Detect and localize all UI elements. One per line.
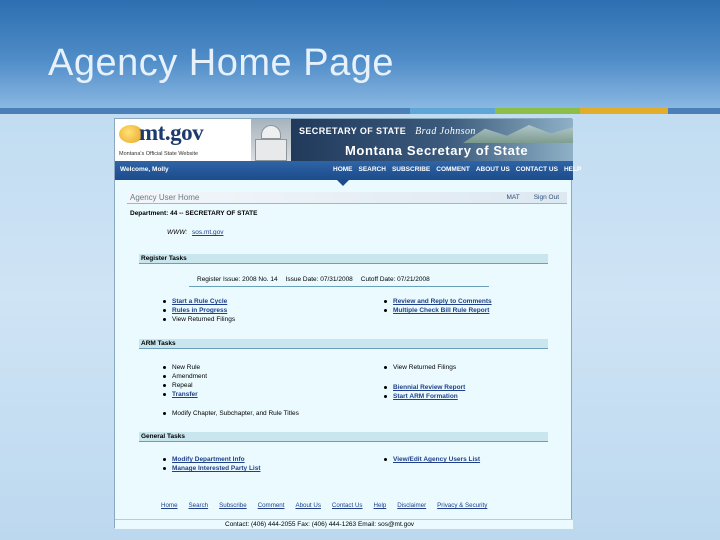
footer-home[interactable]: Home xyxy=(161,502,178,509)
mt-gov-logo[interactable] xyxy=(115,119,245,161)
contact-bar xyxy=(115,519,573,529)
footer-links xyxy=(161,502,487,509)
biennial-review-report-link[interactable]: Biennial Review Report xyxy=(384,384,465,391)
nav-comment[interactable]: COMMENT xyxy=(436,166,470,173)
sos-title: SECRETARY OF STATE xyxy=(299,126,407,136)
footer-about-us[interactable]: About Us xyxy=(295,502,321,509)
nav-help[interactable]: HELP xyxy=(563,166,582,173)
agency-home-screenshot xyxy=(114,118,582,528)
new-rule-item: New Rule xyxy=(163,364,200,371)
divider xyxy=(189,286,489,287)
agency-title-bar xyxy=(127,192,567,204)
issue-date: Issue Date: 07/31/2008 xyxy=(285,276,353,283)
agency-links xyxy=(506,194,559,201)
register-issue: Register Issue: 2008 No. 14 xyxy=(197,276,278,283)
slide-header xyxy=(0,0,720,108)
mountains-image xyxy=(463,119,573,143)
arm-tasks-header: ARM Tasks xyxy=(139,339,548,349)
footer-disclaimer[interactable]: Disclaimer xyxy=(397,502,427,509)
slide-title: Agency Home Page xyxy=(48,42,394,84)
www-link[interactable]: sos.mt.gov xyxy=(192,229,224,236)
accent-bar xyxy=(580,108,668,114)
accent-bar xyxy=(668,108,720,114)
footer-search[interactable]: Search xyxy=(188,502,209,509)
arm-view-returned-filings-item: View Returned Filings xyxy=(384,364,456,371)
cutoff-date: Cutoff Date: 07/21/2008 xyxy=(360,276,430,283)
nav-home[interactable]: HOME xyxy=(333,166,353,173)
sos-heading xyxy=(299,126,476,137)
capitol-image xyxy=(251,119,291,161)
capitol-body xyxy=(255,139,287,161)
register-info xyxy=(197,276,467,283)
nav-pointer-icon xyxy=(337,180,349,186)
review-reply-comments-link[interactable]: Review and Reply to Comments xyxy=(384,298,492,305)
check-bill-rule-report-link[interactable]: Multiple Check Bill Rule Report xyxy=(384,307,489,314)
nav-contact-us[interactable]: CONTACT US xyxy=(515,166,558,173)
footer-contact-us[interactable]: Contact Us xyxy=(331,502,363,509)
welcome-text: Welcome, Molly xyxy=(120,166,169,173)
sign-out-link[interactable]: Sign Out xyxy=(533,194,559,201)
start-arm-formation-link[interactable]: Start ARM Formation xyxy=(384,393,458,400)
footer-help[interactable]: Help xyxy=(373,502,387,509)
manage-interested-party-list-link[interactable]: Manage Interested Party List xyxy=(163,465,261,472)
capitol-dome xyxy=(261,125,281,139)
accent-bar xyxy=(410,108,495,114)
general-tasks-header: General Tasks xyxy=(139,432,548,442)
start-rule-cycle-link[interactable]: Start a Rule Cycle xyxy=(163,298,227,305)
www-row xyxy=(167,229,223,236)
logo-tagline: Montana's Official State Website xyxy=(119,151,199,157)
nav-search[interactable]: SEARCH xyxy=(358,166,386,173)
nav-subscribe[interactable]: SUBSCRIBE xyxy=(391,166,431,173)
view-edit-agency-users-link[interactable]: View/Edit Agency Users List xyxy=(384,456,480,463)
nav-links xyxy=(333,166,581,173)
rules-in-progress-link[interactable]: Rules in Progress xyxy=(163,307,227,314)
sos-signature: Brad Johnson xyxy=(415,126,476,137)
www-label: WWW: xyxy=(167,229,188,236)
mat-link[interactable]: MAT xyxy=(506,194,520,201)
accent-bar xyxy=(495,108,580,114)
page-title: Agency User Home xyxy=(130,193,200,202)
contact-info: Contact: (406) 444-2055 Fax: (406) 444-1263 Email: sos@mt.gov xyxy=(225,521,415,528)
amendment-item: Amendment xyxy=(163,373,207,380)
transfer-link[interactable]: Transfer xyxy=(163,391,198,398)
footer-subscribe[interactable]: Subscribe xyxy=(219,502,247,509)
footer-comment[interactable]: Comment xyxy=(257,502,285,509)
modify-department-info-link[interactable]: Modify Department Info xyxy=(163,456,245,463)
accent-bar xyxy=(0,108,410,114)
modify-titles-item: Modify Chapter, Subchapter, and Rule Titles xyxy=(163,410,299,417)
department-label: Department: 44 -- SECRETARY OF STATE xyxy=(130,210,258,217)
sos-subtitle: Montana Secretary of State xyxy=(345,143,529,158)
view-returned-filings-item: View Returned Filings xyxy=(163,316,235,323)
nav-about-us[interactable]: ABOUT US xyxy=(475,166,510,173)
sos-banner xyxy=(291,119,573,161)
register-tasks-header: Register Tasks xyxy=(139,254,548,264)
repeal-item: Repeal xyxy=(163,382,193,389)
site-banner xyxy=(115,119,573,161)
logo-brand: mt.gov xyxy=(139,120,204,145)
top-navbar xyxy=(115,161,582,180)
footer-privacy-security[interactable]: Privacy & Security xyxy=(437,502,488,509)
